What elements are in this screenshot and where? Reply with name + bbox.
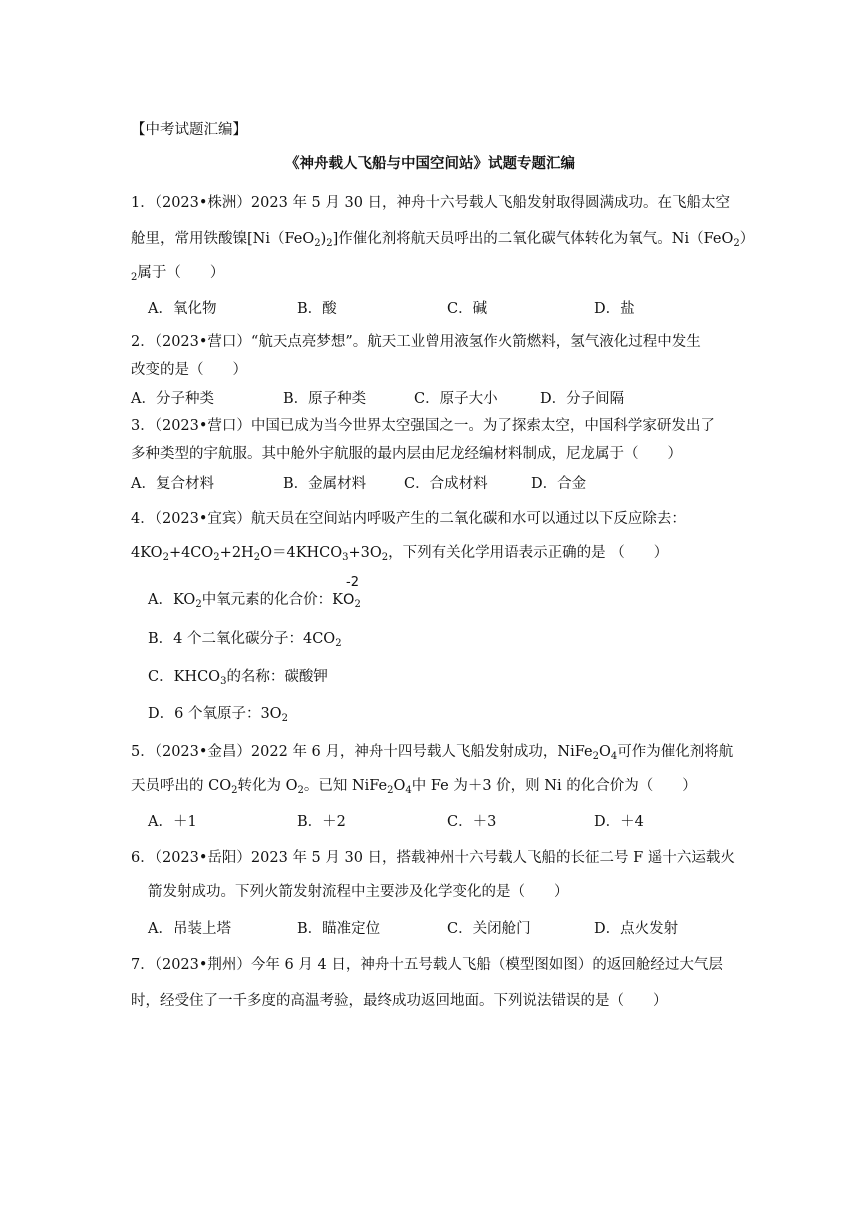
q3-option-d: D．合金 [531, 476, 587, 492]
q4-option-a: A．$KO_2$中氧元素的化合价：K -2 $O_2$ [148, 588, 369, 609]
q1-option-d: D．盐 [594, 301, 635, 317]
q7-line-1: 7．（2023•荆州）今年 6 月 4 日，神舟十五号载人飞船（模型图如图）的返回舱经过大气层 [131, 957, 723, 973]
q2-line-2: 改变的是（ ） [131, 362, 247, 378]
q1-line-3: $_2$属于（ ） [131, 265, 225, 283]
q2-option-a: A．分子种类 [131, 391, 214, 407]
q2-option-b: B．原子种类 [283, 391, 367, 407]
q4-equation: $4KO_2+4CO_2+2H_2O=4KHCO_3+3O_2$，下列有关化学用语表示正确的是 （ ） [131, 545, 669, 563]
q5-option-d: D．＋4 [594, 814, 644, 830]
q1-option-a: A．氧化物 [148, 301, 217, 317]
q5-option-c: C．＋3 [447, 814, 497, 830]
q3-line-1: 3．（2023•营口）中国已成为当今世界太空强国之一。为了探索太空，中国科学家研发出了 [131, 418, 715, 434]
q6-option-b: B．瞄准定位 [297, 921, 381, 937]
q3-option-b: B．金属材料 [283, 476, 367, 492]
q2-option-c: C．原子大小 [414, 391, 498, 407]
q5-option-a: A．＋1 [148, 814, 197, 830]
q6-option-a: A．吊装上塔 [148, 921, 231, 937]
q4-option-b: B．4 个二氧化碳分子：$4CO_2$ [148, 631, 342, 649]
q3-option-a: A．复合材料 [131, 476, 214, 492]
q2-option-d: D．分子间隔 [540, 391, 625, 407]
q3-line-2: 多种类型的宇航服。其中舱外宇航服的最内层由尼龙经编材料制成，尼龙属于（ ） [131, 446, 682, 462]
q5-line-1: 5．（2023•金昌）2022 年 6 月，神舟十四号载人飞船发射成功，$NiFe_2O_4$可作为催化剂将航 [131, 744, 734, 762]
page-title: 《神舟载人飞船与中国空间站》试题专题汇编 [285, 155, 575, 172]
q5-option-b: B．＋2 [297, 814, 346, 830]
valence-notation: -2 $O_2$ [343, 575, 361, 610]
q6-option-c: C．关闭舱门 [447, 921, 531, 937]
section-header: 【中考试题汇编】 [131, 122, 247, 138]
q7-line-2: 时，经受住了一千多度的高温考验，最终成功返回地面。下列说法错误的是（ ） [131, 993, 668, 1009]
q4-option-c: C．$KHCO_3$的名称：碳酸钾 [148, 669, 328, 687]
q1-option-b: B．酸 [297, 301, 337, 317]
q3-option-c: C．合成材料 [404, 476, 488, 492]
q1-line-2: 舱里，常用铁酸镍$[Ni(FeO_2)_2]$作催化剂将航天员呼出的二氧化碳气体转化为氧气。Ni（FeO$_2$） [131, 231, 755, 249]
q4-option-d: D．6 个氧原子：$3O_2$ [148, 706, 288, 724]
q2-line-1: 2．（2023•营口）“航天点亮梦想”。航天工业曾用液氢作火箭燃料，氢气液化过程中发生 [131, 334, 701, 350]
q1-option-c: C．碱 [447, 301, 488, 317]
q1-line-1: 1．（2023•株洲）2023 年 5 月 30 日，神舟十六号载人飞船发射取得圆满成功。在飞船太空 [131, 195, 731, 211]
q6-line-1: 6．（2023•岳阳）2023 年 5 月 30 日，搭载神州十六号载人飞船的长征二号 F 遥十六运载火 [131, 850, 735, 866]
q6-option-d: D．点火发射 [594, 921, 679, 937]
q4-line-1: 4．（2023•宜宾）航天员在空间站内呼吸产生的二氧化碳和水可以通过以下反应除去： [131, 511, 686, 527]
q5-line-2: 天员呼出的 $CO_2$转化为 $O_2$。已知 $NiFe_2O_4$中 Fe 为＋3 价，则 Ni 的化合价为（ ） [131, 778, 697, 796]
q6-line-2: 箭发射成功。下列火箭发射流程中主要涉及化学变化的是（ ） [148, 884, 569, 900]
